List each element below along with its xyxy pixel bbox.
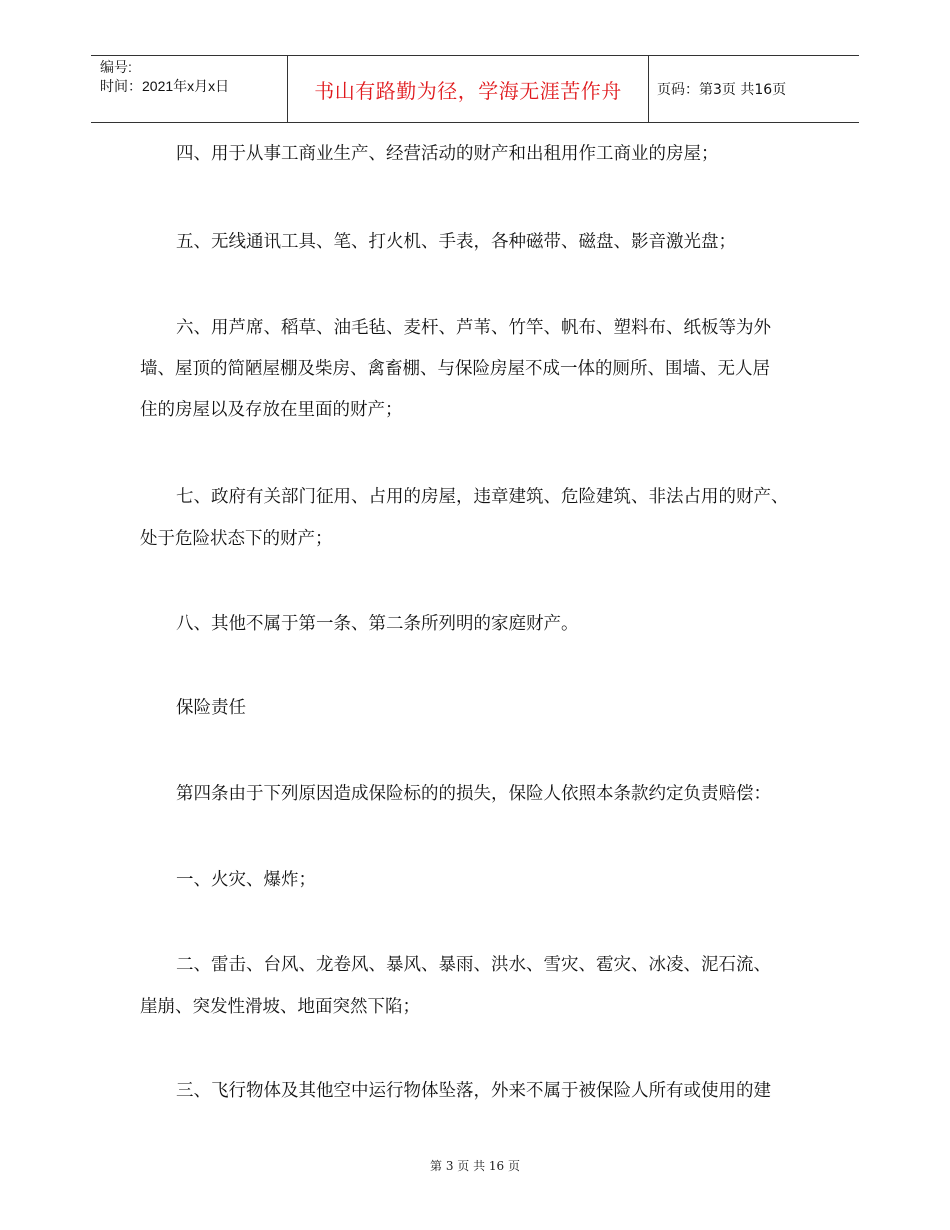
paragraph-line: 一、火灾、爆炸； bbox=[176, 870, 316, 890]
header-motto-cell bbox=[287, 56, 649, 122]
page-header bbox=[91, 55, 859, 123]
page-info-text: 页码：第3页 共16页 bbox=[657, 82, 787, 98]
paragraph-line: 五、无线通讯工具、笔、打火机、手表，各种磁带、磁盘、影音激光盘； bbox=[176, 232, 736, 252]
header-page-info bbox=[657, 56, 786, 122]
paragraph-line: 八、其他不属于第一条、第二条所列明的家庭财产。 bbox=[176, 614, 579, 634]
paragraph-line: 住的房屋以及存放在里面的财产； bbox=[140, 400, 403, 420]
footer-page-number: 第 3 页 共 16 页 bbox=[430, 1159, 520, 1173]
motto-text: 书山有路勤为径，学海无涯苦作舟 bbox=[314, 78, 622, 103]
document-time-label: 时间：2021年x月x日 bbox=[100, 78, 230, 94]
paragraph-line: 四、用于从事工商业生产、经营活动的财产和出租用作工商业的房屋； bbox=[176, 144, 719, 164]
page-footer bbox=[0, 1157, 950, 1174]
paragraph-line: 二、雷击、台风、龙卷风、暴风、暴雨、洪水、雪灾、雹灾、冰凌、泥石流、 bbox=[176, 955, 771, 975]
paragraph-line: 处于危险状态下的财产； bbox=[140, 529, 333, 549]
paragraph-line: 墙、屋顶的简陋屋棚及柴房、禽畜棚、与保险房屋不成一体的厕所、围墙、无人居 bbox=[140, 359, 770, 379]
document-number-label: 编号: bbox=[100, 59, 132, 75]
section-heading: 保险责任 bbox=[176, 698, 246, 718]
header-meta bbox=[100, 58, 229, 96]
paragraph-line: 七、政府有关部门征用、占用的房屋，违章建筑、危险建筑、非法占用的财产、 bbox=[176, 487, 789, 507]
paragraph-line: 崖崩、突发性滑坡、地面突然下陷； bbox=[140, 997, 420, 1017]
paragraph-line: 三、飞行物体及其他空中运行物体坠落，外来不属于被保险人所有或使用的建 bbox=[176, 1081, 771, 1101]
paragraph-line: 第四条由于下列原因造成保险标的的损失，保险人依照本条款约定负责赔偿： bbox=[176, 784, 771, 804]
paragraph-line: 六、用芦席、稻草、油毛毡、麦杆、芦苇、竹竿、帆布、塑料布、纸板等为外 bbox=[176, 318, 771, 338]
